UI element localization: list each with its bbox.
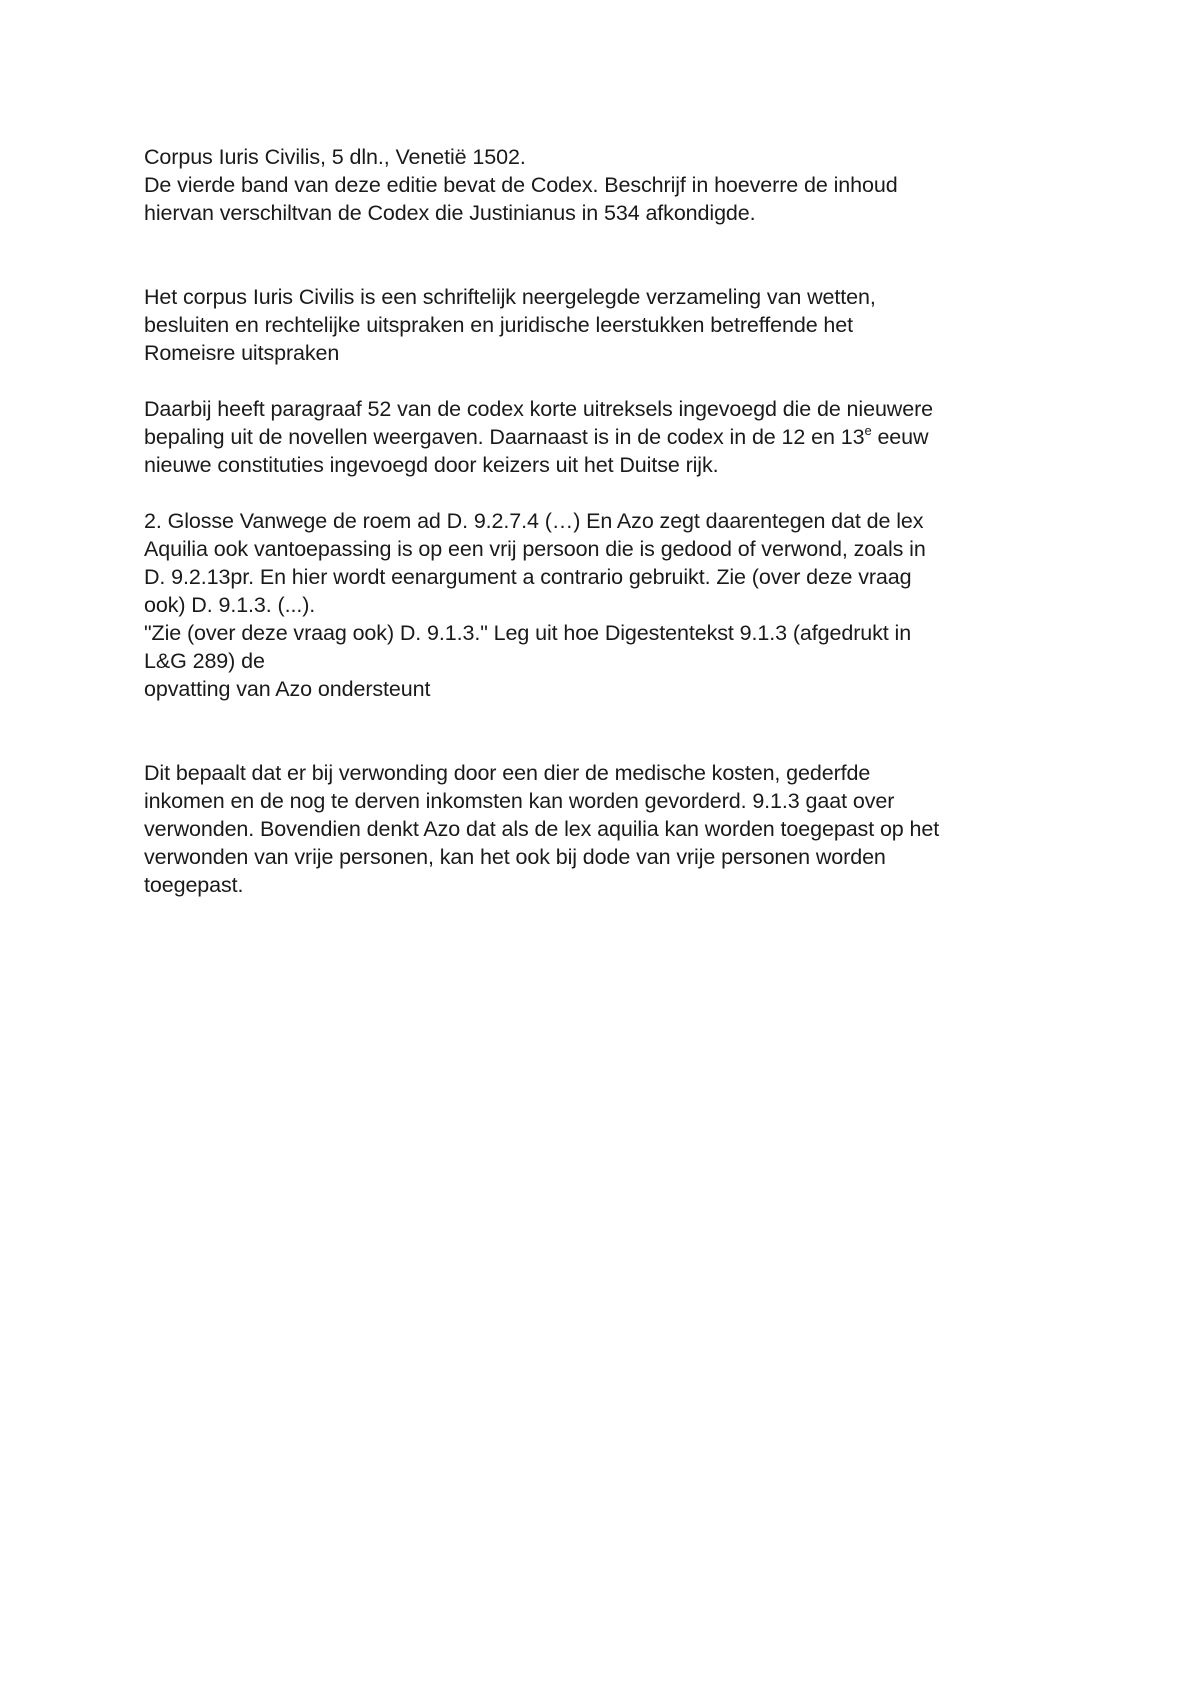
- text-line: L&G 289) de: [144, 649, 265, 673]
- text-line: nieuwe constituties ingevoegd door keizers uit het Duitse rijk.: [144, 453, 719, 477]
- superscript: e: [864, 422, 872, 438]
- text-line: De vierde band van deze editie bevat de Codex. Beschrijf in hoeverre de inhoud: [144, 173, 898, 197]
- paragraph-spacer: [144, 703, 1064, 759]
- text-line: ook) D. 9.1.3. (...).: [144, 593, 316, 617]
- question-paragraph-1: [144, 143, 1064, 227]
- text-line: Corpus Iuris Civilis, 5 dln., Venetië 1502.: [144, 145, 526, 169]
- paragraph-spacer: [144, 367, 1064, 395]
- text-line: hiervan verschiltvan de Codex die Justinianus in 534 afkondigde.: [144, 201, 756, 225]
- paragraph-spacer: [144, 227, 1064, 283]
- paragraph-spacer: [144, 479, 1064, 507]
- question-paragraph-2: [144, 507, 1064, 703]
- text-line: Het corpus Iuris Civilis is een schriftelijk neergelegde verzameling van wetten,: [144, 285, 876, 309]
- text-line: D. 9.2.13pr. En hier wordt eenargument a contrario gebruikt. Zie (over deze vraag: [144, 565, 912, 589]
- text-line: verwonden van vrije personen, kan het ook bij dode van vrije personen worden: [144, 845, 886, 869]
- answer-paragraph-3: [144, 759, 1064, 899]
- text-line: [144, 423, 1064, 451]
- text-line: Dit bepaalt dat er bij verwonding door een dier de medische kosten, gederfde: [144, 761, 871, 785]
- text-line: "Zie (over deze vraag ook) D. 9.1.3." Leg uit hoe Digestentekst 9.1.3 (afgedrukt in: [144, 621, 912, 645]
- text-line: opvatting van Azo ondersteunt: [144, 677, 431, 701]
- text-segment: eeuw: [871, 425, 929, 449]
- text-line: toegepast.: [144, 873, 244, 897]
- text-line: Daarbij heeft paragraaf 52 van de codex korte uitreksels ingevoegd die de nieuwere: [144, 397, 934, 421]
- document-body: [144, 143, 1064, 899]
- answer-paragraph-1: [144, 283, 1064, 367]
- text-line: Aquilia ook vantoepassing is op een vrij persoon die is gedood of verwond, zoals in: [144, 537, 926, 561]
- text-line: inkomen en de nog te derven inkomsten kan worden gevorderd. 9.1.3 gaat over: [144, 789, 895, 813]
- text-line: 2. Glosse Vanwege de roem ad D. 9.2.7.4 (…) En Azo zegt daarentegen dat de lex: [144, 509, 924, 533]
- answer-paragraph-2: [144, 395, 1064, 479]
- text-line: Romeisre uitspraken: [144, 341, 340, 365]
- text-line: besluiten en rechtelijke uitspraken en juridische leerstukken betreffende het: [144, 313, 854, 337]
- text-segment: bepaling uit de novellen weergaven. Daarnaast is in de codex in de 12 en 13: [144, 425, 865, 449]
- text-line: verwonden. Bovendien denkt Azo dat als de lex aquilia kan worden toegepast op het: [144, 817, 940, 841]
